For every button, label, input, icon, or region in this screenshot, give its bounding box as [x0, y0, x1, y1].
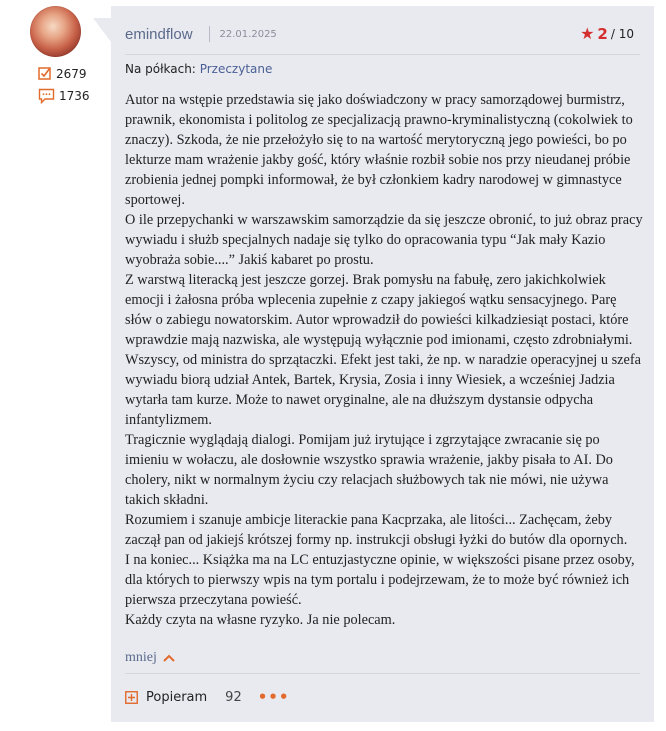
shelf-link[interactable]: Przeczytane	[199, 62, 273, 76]
checkbox-icon	[38, 66, 52, 81]
reviews-stat[interactable]	[38, 88, 90, 104]
review-paragraph: Rozumiem i szanuje ambicje literackie pana Kacprzaka, ale litości... Zachęcam, żeby zaczął pan od jakiejś krótszej formy np. instrukcji obsługi łyżki do butów dla opornych.	[125, 512, 628, 548]
review-paragraph: Z warstwą literacką jest jeszcze gorzej. Brak pomysłu na fabułę, zero jakichkolwiek emocji i żałosna próba wplecenia zupełnie z czapy jakiegoś wątku sensacyjnego. Parę słów o zabiegu nowatorskim. Autor wprowadził do powieści kilkadziesiąt postaci, które wprawdzie mają nazwiska, ale występują wyłącznie pod imionami, często zdrobniałymi. Wszyscy, od ministra do sprzątaczki. Efekt jest taki, że np. w naradzie operacyjnej u szefa wywiadu biorą udział Antek, Bartek, Krysia, Zosia i inny Wiesiek, a wcześniej Jadzia wytarła tam kurze. Może to nawet oryginalne, ale na dłuższym dystansie odpycha infantylizmem.	[125, 272, 641, 428]
more-options-icon[interactable]: •••	[257, 688, 290, 706]
card-pointer	[93, 18, 111, 42]
review-paragraph: Tragicznie wyglądają dialogi. Pomijam już irytujące i zgrzytające zwracanie się po imieniu w wołaczu, ale dosłownie wszystko sprawia wrażenie, jakby pisała to AI. Do cholery, nikt w normalnym życiu czy relacjach służbowych tak nie mówi, nie używa takich składni.	[125, 432, 613, 508]
review-paragraph: I na koniec... Książka ma na LC entuzjastyczne opinie, w większości pisane przez osoby, dla których to pierwszy wpis na tym portalu i podejrzewam, że to może być również ich pierwsza przeczytana powieść.	[125, 552, 635, 608]
comment-icon	[38, 88, 55, 104]
star-icon: ★	[580, 24, 595, 43]
review-header	[125, 24, 640, 44]
shelf-label: Na półkach:	[125, 62, 196, 76]
rating	[580, 24, 634, 43]
username-link[interactable]: emindflow	[125, 25, 193, 43]
review-date: 22.01.2025	[219, 28, 277, 40]
reviews-count: 1736	[59, 89, 90, 103]
rating-value: 2	[597, 24, 608, 43]
review-paragraph: O ile przepychanki w warszawskim samorządzie da się jeszcze obronić, to już obraz pracy wywiadu i służb specjalnych nadaje się tylko do opracowania typu “Jak mały Kazio wyobraża sobie....” Jakiś kabaret po prostu.	[125, 212, 643, 268]
like-count: 92	[225, 689, 242, 705]
footer-separator	[125, 673, 640, 674]
like-button[interactable]: Popieram	[146, 689, 208, 705]
review-footer	[125, 688, 289, 706]
books-read-count: 2679	[56, 66, 87, 81]
show-less-label: mniej	[125, 650, 157, 665]
review-paragraph: Każdy czyta na własne ryzyko. Ja nie polecam.	[125, 612, 396, 628]
review-text	[125, 90, 645, 630]
avatar[interactable]	[30, 6, 81, 57]
chevron-up-icon	[163, 654, 175, 662]
rating-max: / 10	[610, 26, 634, 41]
review-card	[111, 6, 654, 722]
header-divider	[209, 26, 210, 42]
review-paragraph: Autor na wstępie przedstawia się jako doświadczony w pracy samorządowej burmistrz, prawnik, ekonomista i politolog ze specjalizacją prawno-kryminalistyczną (cokolwiek to znaczy). Szkoda, że nie przełożyło się to na wartość merytoryczną jego powieści, bo po lekturze mam wrażenie jakby gość, który właśnie rozbił sobie nos przy nieudanej próbie zrobienia jednej pompki informował, że był członkiem kadry narodowej w gimnastyce sportowej.	[125, 92, 633, 208]
show-less-link[interactable]	[125, 650, 175, 666]
user-panel	[30, 6, 100, 103]
header-separator	[125, 54, 640, 55]
plus-icon[interactable]	[125, 691, 138, 704]
shelf-info	[125, 62, 272, 76]
books-read-stat[interactable]	[38, 66, 87, 81]
